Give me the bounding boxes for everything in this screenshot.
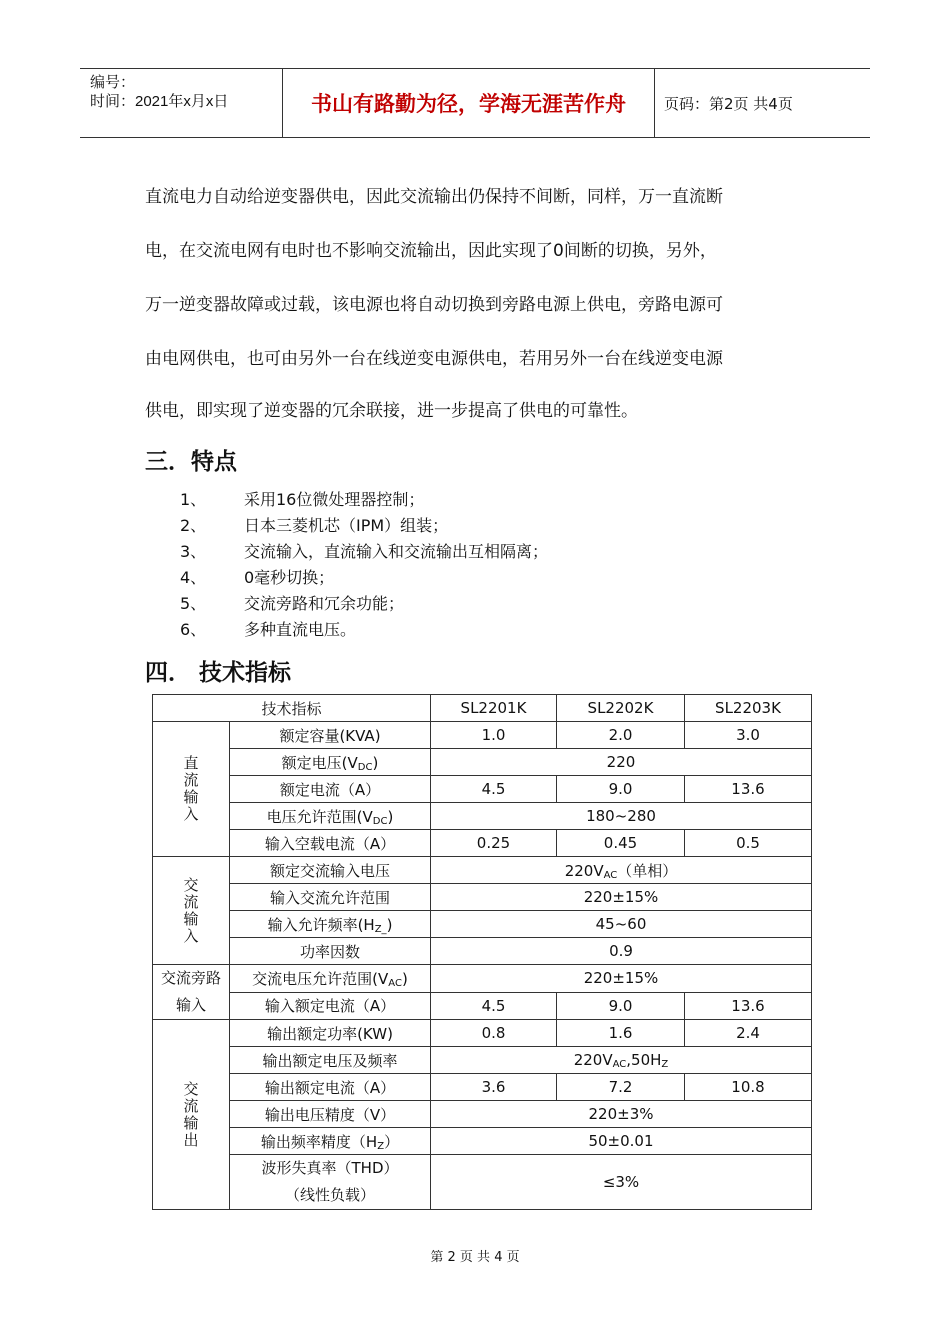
spec-table (152, 694, 812, 1210)
table-cell-merged: ≤3% (431, 1155, 812, 1210)
table-cell: 1.0 (431, 722, 557, 749)
row-label: 交流电压允许范围$(V_{AC})$ (230, 965, 431, 993)
feature-number: 3、 (180, 542, 207, 561)
table-cell: 4.5 (431, 776, 557, 803)
table-header-cell: 技术指标 (153, 695, 431, 722)
row-label: 电压允许范围$(V_{DC})$ (230, 803, 431, 830)
page-header (80, 68, 870, 138)
header-motto: 书山有路勤为径，学海无涯苦作舟 (311, 92, 626, 116)
table-row (153, 776, 812, 803)
row-label: 输入额定电流（A） (230, 992, 431, 1020)
table-cell: 3.6 (431, 1074, 557, 1101)
row-label: 额定电流（A） (230, 776, 431, 803)
group-cell-dc-input: 直流输入 (153, 722, 230, 857)
table-cell: 9.0 (557, 992, 685, 1020)
row-label: 输出额定功率(KW) (230, 1020, 431, 1047)
paragraph-line: 万一逆变器故障或过载，该电源也将自动切换到旁路电源上供电，旁路电源可 (145, 295, 723, 315)
table-cell: 13.6 (685, 776, 812, 803)
table-cell-merged: $220V_{AC}$（单相） (431, 857, 812, 884)
table-row (153, 965, 812, 993)
table-cell-merged: 0.9 (431, 938, 812, 965)
table-row (153, 1128, 812, 1155)
table-cell: 7.2 (557, 1074, 685, 1101)
table-row (153, 1047, 812, 1074)
paragraph-line: 由电网供电，也可由另外一台在线逆变电源供电，若用另外一台在线逆变电源 (145, 349, 723, 369)
table-row (153, 1101, 812, 1128)
header-divider (654, 69, 655, 137)
table-cell: 0.45 (557, 830, 685, 857)
group-cell-bypass-input: 交流旁路输入 (153, 965, 230, 1020)
table-row (153, 884, 812, 911)
table-row (153, 1020, 812, 1047)
row-label: 输入交流允许范围 (230, 884, 431, 911)
table-cell-merged: 180~280 (431, 803, 812, 830)
row-label: 输出额定电压及频率 (230, 1047, 431, 1074)
row-label: 输入空载电流（A） (230, 830, 431, 857)
table-header-cell: SL2203K (685, 695, 812, 722)
row-label: 输入允许频率$(H_{Z\_})$ (230, 911, 431, 938)
table-cell-merged: 50±0.01 (431, 1128, 812, 1155)
row-label: 输出电压精度（V） (230, 1101, 431, 1128)
table-row (153, 938, 812, 965)
table-cell-merged: $220V_{AC},50H_Z$ (431, 1047, 812, 1074)
row-label: 输出频率精度$(H_Z)$ (230, 1128, 431, 1155)
row-label: 波形失真率（THD） （线性负载） (230, 1155, 431, 1210)
feature-number: 4、 (180, 568, 207, 587)
table-header-cell: SL2202K (557, 695, 685, 722)
row-label: 功率因数 (230, 938, 431, 965)
feature-text: 0毫秒切换； (244, 568, 335, 587)
table-row (153, 911, 812, 938)
group-cell-ac-output: 交流输出 (153, 1020, 230, 1210)
table-header-cell: SL2201K (431, 695, 557, 722)
table-row (153, 722, 812, 749)
paragraph-line: 供电，即实现了逆变器的冗余联接，进一步提高了供电的可靠性。 (145, 401, 638, 421)
table-row (153, 1155, 812, 1210)
row-label: 额定容量(KVA) (230, 722, 431, 749)
header-page-label: 页码：第2页 共4页 (664, 94, 793, 113)
table-cell: 0.25 (431, 830, 557, 857)
table-cell: 1.6 (557, 1020, 685, 1047)
table-cell: 2.0 (557, 722, 685, 749)
section-heading-specs: 四． 技术指标 (145, 660, 292, 686)
feature-text: 交流输入，直流输入和交流输出互相隔离； (244, 542, 549, 561)
feature-text: 日本三菱机芯（IPM）组装； (244, 516, 449, 535)
table-cell: 0.5 (685, 830, 812, 857)
feature-number: 5、 (180, 594, 207, 613)
table-row (153, 857, 812, 884)
table-row (153, 830, 812, 857)
table-cell: 10.8 (685, 1074, 812, 1101)
feature-text: 交流旁路和冗余功能； (244, 594, 405, 613)
group-cell-ac-input: 交流输入 (153, 857, 230, 965)
table-cell-merged: 220 (431, 749, 812, 776)
table-row (153, 803, 812, 830)
table-cell-merged: 220±15% (431, 884, 812, 911)
table-cell: 13.6 (685, 992, 812, 1020)
table-row (153, 1074, 812, 1101)
paragraph-line: 电，在交流电网有电时也不影响交流输出，因此实现了0间断的切换，另外， (145, 241, 717, 261)
row-label: 额定电压$(V_{DC})$ (230, 749, 431, 776)
table-header-row (153, 695, 812, 722)
table-cell: 9.0 (557, 776, 685, 803)
header-meta (80, 69, 282, 137)
page-footer: 第 2 页 共 4 页 (430, 1250, 520, 1265)
row-label: 额定交流输入电压 (230, 857, 431, 884)
table-cell: 3.0 (685, 722, 812, 749)
table-cell: 4.5 (431, 992, 557, 1020)
table-cell: 0.8 (431, 1020, 557, 1047)
time-label: 时间：2021年x月x日 (90, 93, 229, 110)
feature-text: 采用16位微处理器控制； (244, 490, 425, 509)
paragraph-line: 直流电力自动给逆变器供电，因此交流输出仍保持不间断，同样，万一直流断 (145, 187, 723, 207)
feature-number: 6、 (180, 620, 207, 639)
table-cell-merged: 220±3% (431, 1101, 812, 1128)
feature-number: 1、 (180, 490, 207, 509)
row-label: 输出额定电流（A） (230, 1074, 431, 1101)
table-row (153, 749, 812, 776)
table-cell-merged: 45~60 (431, 911, 812, 938)
table-cell-merged: 220±15% (431, 965, 812, 993)
feature-number: 2、 (180, 516, 207, 535)
table-cell: 2.4 (685, 1020, 812, 1047)
number-label: 编号： (90, 74, 136, 91)
table-row (153, 992, 812, 1020)
section-heading-features: 三．特点 (145, 449, 237, 475)
feature-text: 多种直流电压。 (244, 620, 357, 639)
